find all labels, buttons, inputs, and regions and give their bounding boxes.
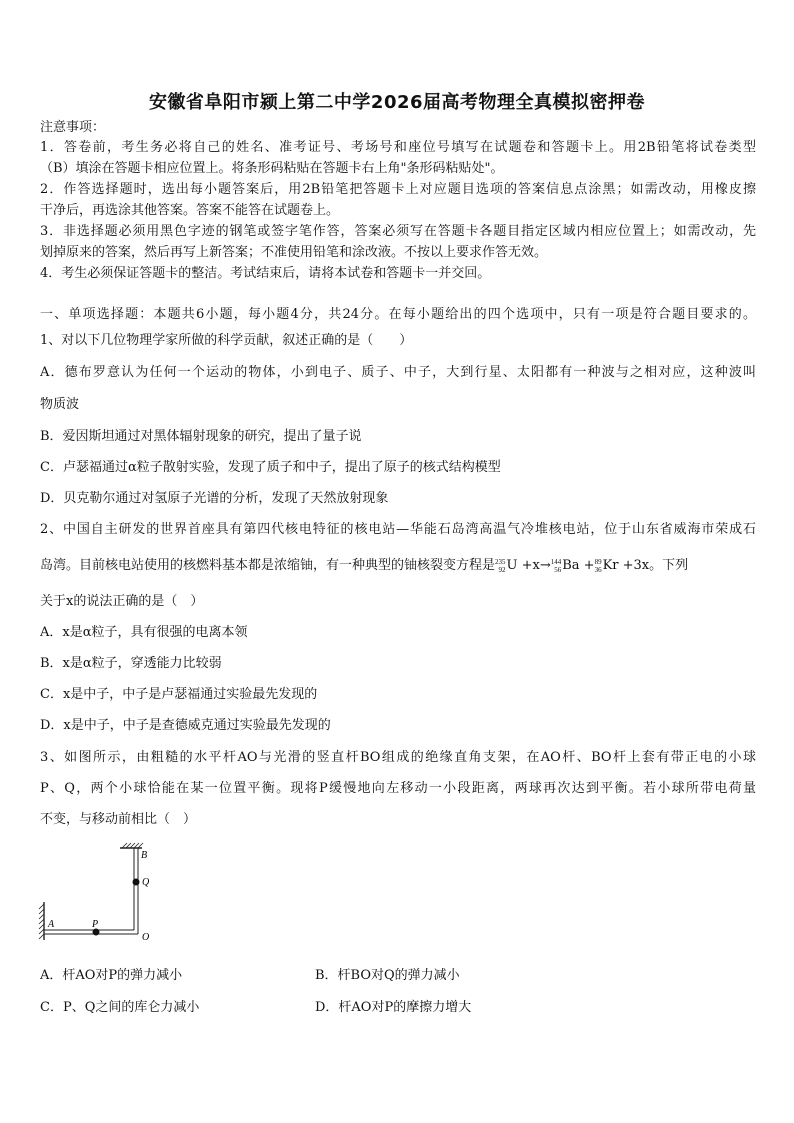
kr-mass-number: 89: [594, 558, 602, 567]
q3-stem-line1: 3、如图所示，由粗糙的水平杆AO与光滑的竖直杆BO组成的绝缘直角支架，在AO杆、BO杆上套有带正电的小球: [40, 750, 756, 765]
ba-mass-number: 144: [550, 558, 562, 567]
q2-equation-part1: U +x→: [506, 558, 551, 573]
q2-option-c: C．x是中子，中子是卢瑟福通过实验最先发现的: [40, 687, 318, 702]
u-atomic-number: 92: [498, 566, 506, 575]
q2-stem-line2: [40, 554, 756, 576]
q2-equation-part3: Kr +3x。下列: [602, 558, 689, 573]
notice-heading: 注意事项：: [40, 120, 106, 135]
q1-option-b: B．爱因斯坦通过对黑体辐射现象的研究，提出了量子说: [40, 429, 362, 444]
bracket-diagram: [36, 840, 166, 950]
notice-line-2: （B）填涂在答题卡相应位置上。将条形码粘贴在答题卡右上角"条形码粘贴处"。: [40, 161, 504, 176]
notice-line-4: 干净后，再选涂其他答案。答案不能答在试题卷上。: [40, 203, 340, 218]
notice-line-5: 3．非选择题必须用黑色字迹的钢笔或签字笔作答，答案必须写在答题卡各题目指定区域内相应位置上；如需改动，先: [40, 224, 756, 239]
label-a: A: [48, 919, 55, 930]
q2-option-b: B．x是α粒子，穿透能力比较弱: [40, 656, 222, 671]
q2-option-a: A．x是α粒子，具有很强的电离本领: [40, 625, 248, 640]
label-q: Q: [142, 877, 150, 888]
q1-option-d: D．贝克勒尔通过对氢原子光谱的分析，发现了天然放射现象: [40, 491, 389, 506]
q2-stem-line1: 2、中国自主研发的世界首座具有第四代核电特征的核电站—华能石岛湾高温气冷堆核电站，位于山东省威海市荣成石: [40, 522, 756, 537]
q2-stem-line3: 关于x的说法正确的是（ ）: [40, 594, 204, 609]
kr-atomic-number: 36: [594, 566, 602, 575]
ba-atomic-number: 56: [554, 566, 562, 575]
q3-option-d: D．杆AO对P的摩擦力增大: [315, 1000, 472, 1015]
q2-stem-text: 岛湾。目前核电站使用的核燃料基本都是浓缩铀，有一种典型的铀核裂变方程是: [40, 558, 496, 573]
q2-option-d: D．x是中子，中子是查德威克通过实验最先发现的: [40, 718, 331, 733]
q3-stem-line2: P、Q，两个小球恰能在某一位置平衡。现将P缓慢地向左移动一小段距离，两球再次达到平衡。若小球所带电荷量: [40, 781, 756, 796]
q1-stem: 1、对以下几位物理学家所做的科学贡献，叙述正确的是（ ）: [40, 333, 413, 348]
notice-line-3: 2．作答选择题时，选出每小题答案后，用2B铅笔把答题卡上对应题目选项的答案信息点涂黑；如需改动，用橡皮擦: [40, 182, 756, 197]
q3-option-b: B．杆BO对Q的弹力减小: [315, 968, 460, 983]
q3-stem-line3: 不变，与移动前相比（ ）: [40, 812, 197, 827]
q3-option-a: A．杆AO对P的弹力减小: [40, 968, 183, 983]
q1-option-a-line2: 物质波: [40, 397, 80, 412]
barium-nuclide: [551, 554, 563, 576]
notice-line-6: 划掉原来的答案，然后再写上新答案；不准使用铅笔和涂改液。不按以上要求作答无效。: [40, 245, 548, 260]
label-p: P: [92, 919, 99, 930]
ceiling-hatching: [122, 843, 143, 848]
label-b: B: [141, 850, 148, 861]
q3-option-c: C．P、Q之间的库仑力减小: [40, 1000, 200, 1015]
uranium-nuclide: [495, 554, 507, 576]
q2-equation-part2: Ba +: [562, 558, 595, 573]
u-mass-number: 235: [495, 558, 506, 567]
page-title: 安徽省阜阳市颍上第二中学2026届高考物理全真模拟密押卷: [148, 92, 646, 113]
ball-q: [133, 879, 140, 886]
q1-option-a-line1: A．德布罗意认为任何一个运动的物体，小到电子、质子、中子，大到行星、太阳都有一种波与之相对应，这种波叫: [40, 365, 756, 380]
left-wall-hatching: [39, 904, 44, 939]
notice-line-7: 4．考生必须保证答题卡的整洁。考试结束后，请将本试卷和答题卡一并交回。: [40, 266, 491, 281]
section-heading: 一、单项选择题：本题共6小题，每小题4分，共24分。在每小题给出的四个选项中，只有一项是符合题目要求的。: [40, 307, 756, 322]
q1-option-c: C．卢瑟福通过α粒子散射实验，发现了质子和中子，提出了原子的核式结构模型: [40, 460, 501, 475]
notice-line-1: 1．答卷前，考生务必将自己的姓名、准考证号、考场号和座位号填写在试题卷和答题卡上。用2B铅笔将试卷类型: [40, 140, 756, 155]
label-o: O: [142, 932, 150, 943]
krypton-nuclide: [595, 554, 603, 576]
